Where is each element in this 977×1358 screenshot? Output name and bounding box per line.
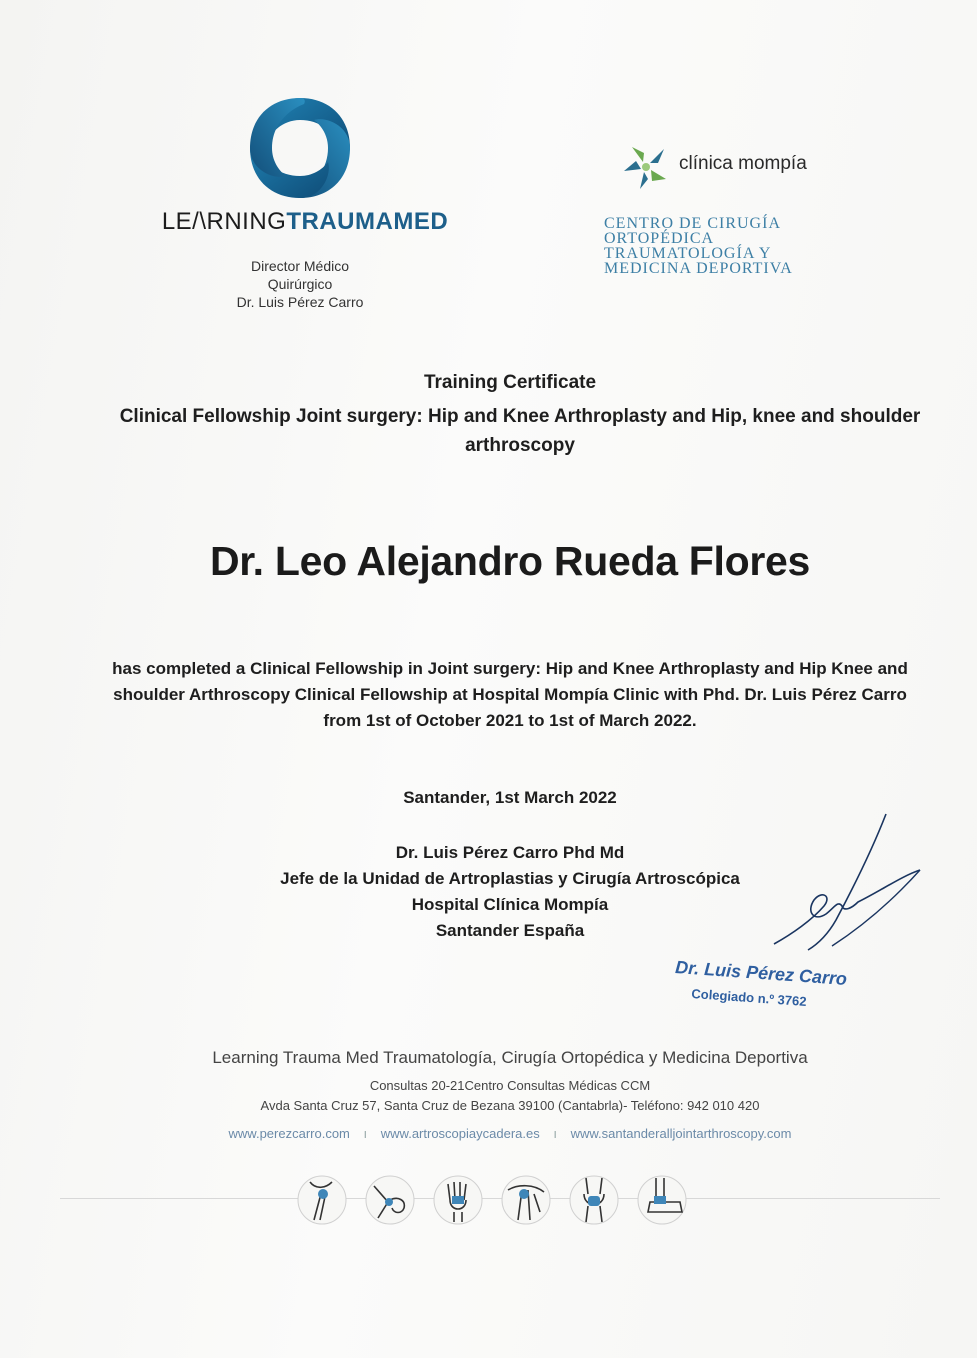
director-line-1: Director Médico [250, 258, 350, 274]
director-caption [180, 257, 420, 311]
ankle-joint-icon [636, 1172, 688, 1228]
place-date: Santander, 1st March 2022 [403, 788, 617, 807]
center-line-3: TRAUMATOLOGÍA Y [604, 245, 772, 262]
signatory-block [240, 840, 780, 944]
hip-joint-icon [296, 1172, 348, 1228]
handwritten-signature [762, 810, 932, 960]
signatory-hospital: Hospital Clínica Mompía [411, 895, 609, 914]
link-santanderalljoint[interactable]: www.santanderalljointarthroscopy.com [570, 1126, 792, 1141]
link-artroscopiaycadera[interactable]: www.artroscopiaycadera.es [380, 1126, 540, 1141]
elbow-joint-icon [364, 1172, 416, 1228]
stamp-name: Dr. Luis Pérez Carro [674, 957, 848, 989]
footer-address: Avda Santa Cruz 57, Santa Cruz de Bezana 39100 (Cantabrla)- Teléfono: 942 010 420 [260, 1098, 760, 1113]
signatory-name: Dr. Luis Pérez Carro Phd Md [395, 843, 625, 862]
footer-consultas: Consultas 20-21Centro Consultas Médicas CCM [369, 1078, 651, 1093]
director-line-3: Dr. Luis Pérez Carro [236, 294, 364, 310]
link-perezcarro[interactable]: www.perezcarro.com [228, 1126, 350, 1141]
signatory-location: Santander España [435, 921, 585, 940]
learningtraumamed-wordmark: LE/\RNINGTRAUMAMED [161, 208, 449, 235]
center-line-4: MEDICINA DEPORTIVA [604, 260, 793, 277]
footer-links [60, 1126, 960, 1141]
clinica-mompia-flower-icon [622, 142, 670, 192]
center-line-2: ORTOPÉDICA [604, 230, 715, 247]
joint-icons-row [296, 1172, 706, 1232]
link-separator: ı [363, 1126, 368, 1141]
link-separator: ı [553, 1126, 557, 1141]
footer-company: Learning Trauma Med Traumatología, Cirugía Ortopédica y Medicina Deportiva [212, 1048, 808, 1067]
center-line-1: CENTRO DE CIRUGÍA [604, 215, 781, 232]
certificate-title: Training Certificate [423, 372, 597, 393]
signatory-role: Jefe de la Unidad de Artroplastias y Cirugía Artroscópica [280, 869, 740, 888]
certificate-subtitle: Clinical Fellowship Joint surgery: Hip and Knee Arthroplasty and Hip, knee and shoulder arthroscopy [119, 406, 921, 456]
hand-icon [432, 1172, 484, 1228]
shoulder-joint-icon [500, 1172, 552, 1228]
recipient-name: Dr. Leo Alejandro Rueda Flores [209, 538, 811, 584]
clinic-center-caption [604, 216, 864, 276]
knee-joint-icon [568, 1172, 620, 1228]
stamp-registration: Colegiado n.º 3762 [690, 986, 808, 1010]
clinic-name: clínica mompía [679, 153, 807, 174]
director-line-2: Quirúrgico [267, 276, 333, 292]
certificate-body: has completed a Clinical Fellowship in Joint surgery: Hip and Knee Arthroplasty and Hip Knee and shoulder Arthroscopy Clinical Fellowship at Hospital Mompía Clinic with Phd. Dr. Luis Pérez Carro from 1st of October 2021 to 1st of March 2022. [112, 659, 908, 730]
learningtraumamed-logo-icon [244, 92, 356, 204]
